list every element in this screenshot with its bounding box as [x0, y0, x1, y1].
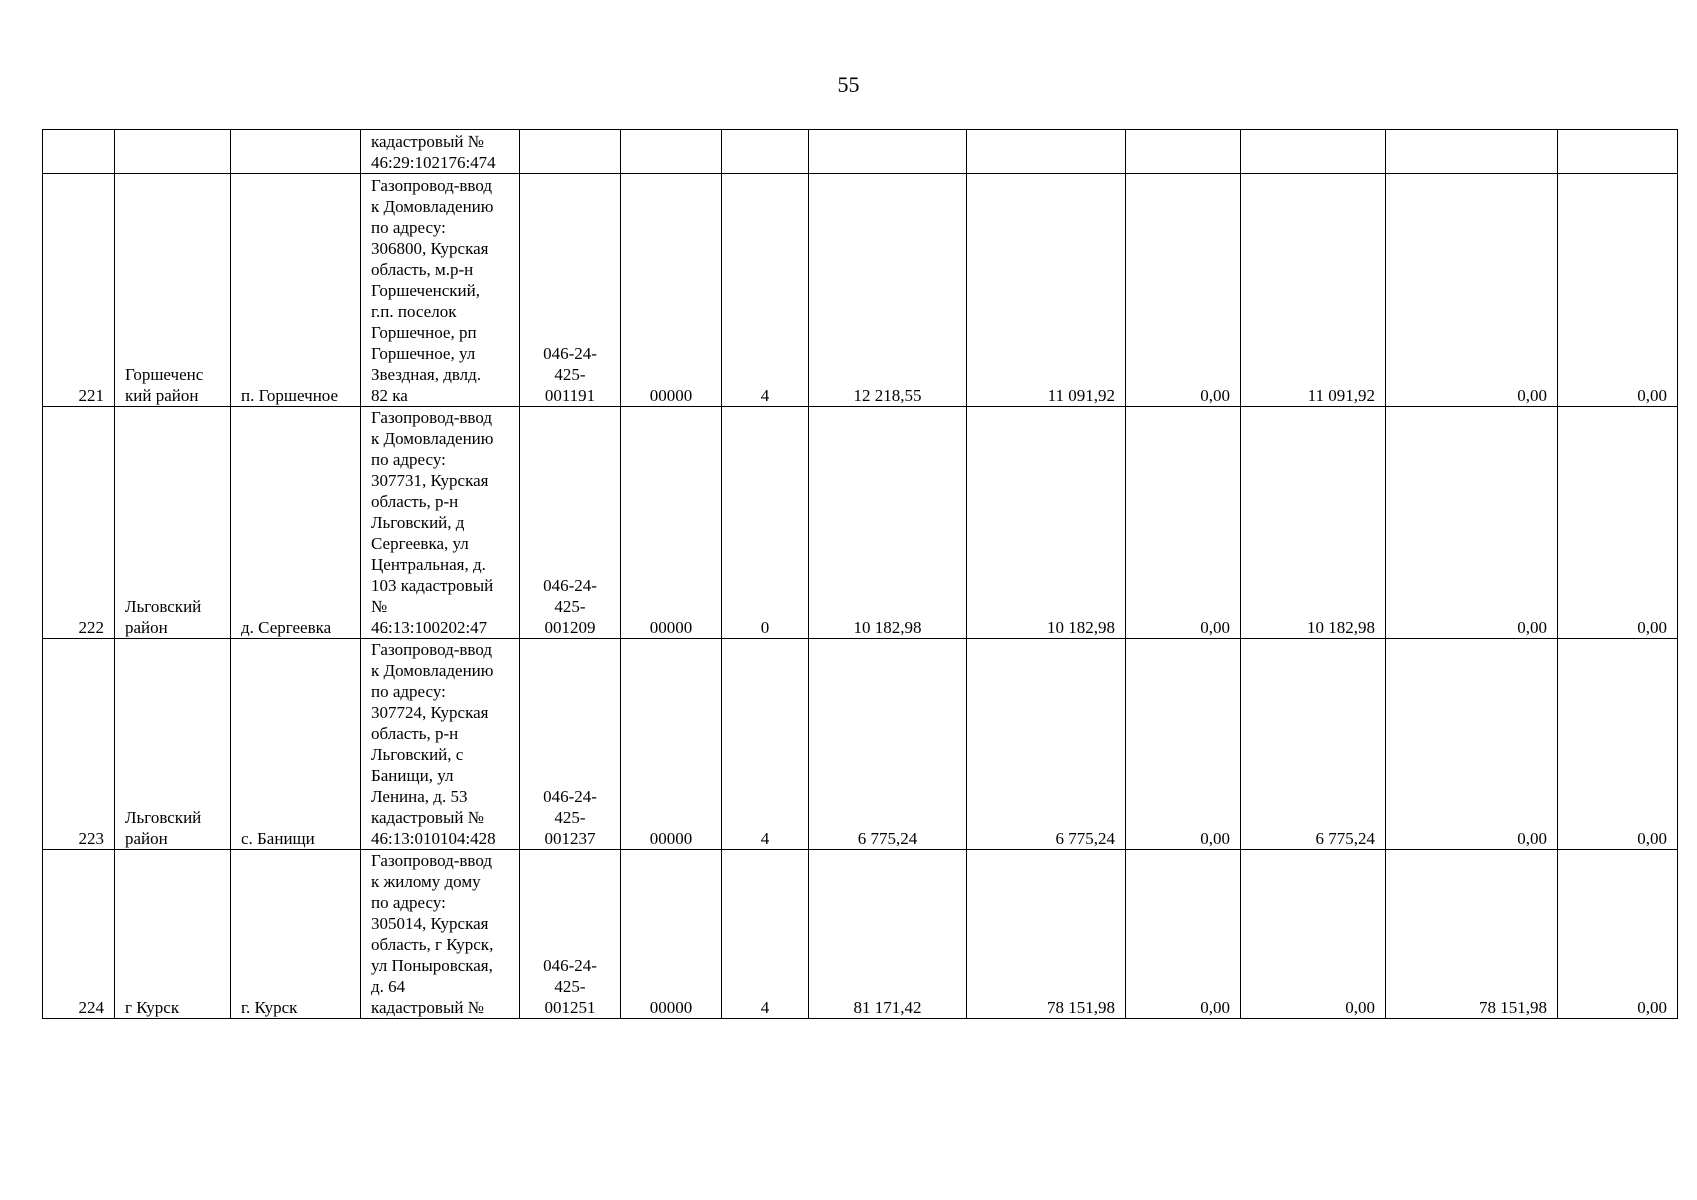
property-table [42, 129, 1678, 1019]
cell-description [361, 639, 520, 850]
description-line: Ленина, д. 53 [371, 787, 468, 806]
description-line: кадастровый № [371, 998, 484, 1017]
description-line: Сергеевка, ул [371, 534, 469, 553]
code-line: 425- [554, 808, 586, 827]
table-row [43, 639, 1678, 850]
cell-col7: 4 [722, 850, 809, 1019]
cell-col7: 4 [722, 639, 809, 850]
cell-col12: 0,00 [1386, 639, 1558, 850]
description-line: 306800, Курская [371, 239, 489, 258]
code-line: 425- [554, 977, 586, 996]
description-line: по адресу: [371, 893, 446, 912]
cell-col6 [621, 130, 722, 174]
description-line: по адресу: [371, 218, 446, 237]
code-line: 425- [554, 597, 586, 616]
cell-col12: 0,00 [1386, 407, 1558, 639]
cell-settlement: д. Сергеевка [231, 407, 361, 639]
cell-code [520, 639, 621, 850]
cell-col6: 00000 [621, 174, 722, 407]
cell-settlement: с. Банищи [231, 639, 361, 850]
code-line: 046-24- [543, 956, 597, 975]
description-line: Льговский, с [371, 745, 464, 764]
cell-code [520, 407, 621, 639]
cell-col10: 0,00 [1126, 174, 1241, 407]
table-row [43, 174, 1678, 407]
cell-col11: 11 091,92 [1241, 174, 1386, 407]
description-line: к жилому дому [371, 872, 481, 891]
cell-col6: 00000 [621, 407, 722, 639]
cell-col9: 10 182,98 [967, 407, 1126, 639]
description-line: Горшечное, рп [371, 323, 477, 342]
description-line: Центральная, д. [371, 555, 486, 574]
description-line: Газопровод-ввод [371, 176, 492, 195]
cell-col8: 12 218,55 [809, 174, 967, 407]
cell-description [361, 130, 520, 174]
description-line: Газопровод-ввод [371, 640, 492, 659]
description-line: № [371, 597, 388, 616]
cell-col11: 6 775,24 [1241, 639, 1386, 850]
description-line: 46:29:102176:474 [371, 153, 496, 172]
description-line: по адресу: [371, 682, 446, 701]
description-line: 307731, Курская [371, 471, 489, 490]
cell-code [520, 130, 621, 174]
cell-col8: 81 171,42 [809, 850, 967, 1019]
description-line: к Домовладению [371, 197, 494, 216]
table-row [43, 407, 1678, 639]
table-row [43, 850, 1678, 1019]
code-line: 425- [554, 365, 586, 384]
district-line: кий район [125, 386, 199, 405]
cell-col13: 0,00 [1558, 850, 1678, 1019]
cell-col11 [1241, 130, 1386, 174]
cell-num: 221 [43, 174, 115, 407]
cell-district [115, 174, 231, 407]
description-line: по адресу: [371, 450, 446, 469]
cell-num: 223 [43, 639, 115, 850]
description-line: кадастровый № [371, 808, 484, 827]
cell-col9: 11 091,92 [967, 174, 1126, 407]
cell-col12: 78 151,98 [1386, 850, 1558, 1019]
cell-code [520, 174, 621, 407]
cell-col9 [967, 130, 1126, 174]
description-line: д. 64 [371, 977, 406, 996]
code-line: 001191 [544, 386, 596, 405]
cell-col13: 0,00 [1558, 639, 1678, 850]
cell-col8 [809, 130, 967, 174]
cell-num: 222 [43, 407, 115, 639]
cell-settlement: п. Горшечное [231, 174, 361, 407]
cell-col11: 0,00 [1241, 850, 1386, 1019]
cell-settlement [231, 130, 361, 174]
cell-code [520, 850, 621, 1019]
description-line: область, р-н [371, 724, 459, 743]
cell-col11: 10 182,98 [1241, 407, 1386, 639]
cell-description [361, 850, 520, 1019]
cell-num [43, 130, 115, 174]
district-line: Льговский [125, 597, 202, 616]
cell-col13: 0,00 [1558, 407, 1678, 639]
description-line: область, р-н [371, 492, 459, 511]
cell-district [115, 850, 231, 1019]
cell-col9: 78 151,98 [967, 850, 1126, 1019]
table-row-continuation [43, 130, 1678, 174]
cell-col6: 00000 [621, 639, 722, 850]
description-line: 46:13:010104:428 [371, 829, 496, 848]
cell-col8: 6 775,24 [809, 639, 967, 850]
description-line: Горшечное, ул [371, 344, 476, 363]
description-line: к Домовладению [371, 661, 494, 680]
cell-description [361, 174, 520, 407]
code-line: 001209 [544, 618, 596, 637]
description-line: область, г Курск, [371, 935, 494, 954]
cell-col12 [1386, 130, 1558, 174]
description-line: 307724, Курская [371, 703, 489, 722]
description-line: кадастровый № [371, 132, 484, 151]
description-line: 82 ка [371, 386, 408, 405]
description-line: ул Поныровская, [371, 956, 493, 975]
cell-district [115, 639, 231, 850]
page-number: 55 [837, 72, 860, 97]
description-line: Газопровод-ввод [371, 851, 492, 870]
description-line: Льговский, д [371, 513, 465, 532]
district-line: Горшеченс [125, 365, 204, 384]
description-line: Газопровод-ввод [371, 408, 492, 427]
description-line: г.п. поселок [371, 302, 457, 321]
cell-col12: 0,00 [1386, 174, 1558, 407]
cell-num: 224 [43, 850, 115, 1019]
description-line: Звездная, двлд. [371, 365, 482, 384]
code-line: 046-24- [543, 344, 597, 363]
code-line: 001237 [544, 829, 596, 848]
cell-col10 [1126, 130, 1241, 174]
description-line: Горшеченский, [371, 281, 480, 300]
cell-col7: 4 [722, 174, 809, 407]
district-line: район [125, 829, 168, 848]
cell-description [361, 407, 520, 639]
description-line: 46:13:100202:47 [371, 618, 488, 637]
district-line: район [125, 618, 168, 637]
district-line: Льговский [125, 808, 202, 827]
description-line: к Домовладению [371, 429, 494, 448]
cell-col10: 0,00 [1126, 639, 1241, 850]
cell-col10: 0,00 [1126, 850, 1241, 1019]
code-line: 001251 [544, 998, 596, 1017]
cell-col7: 0 [722, 407, 809, 639]
district-line: г Курск [125, 998, 180, 1017]
cell-district [115, 130, 231, 174]
cell-settlement: г. Курск [231, 850, 361, 1019]
cell-col10: 0,00 [1126, 407, 1241, 639]
code-line: 046-24- [543, 787, 597, 806]
description-line: область, м.р-н [371, 260, 474, 279]
cell-col6: 00000 [621, 850, 722, 1019]
cell-col8: 10 182,98 [809, 407, 967, 639]
cell-col9: 6 775,24 [967, 639, 1126, 850]
cell-col13: 0,00 [1558, 174, 1678, 407]
code-line: 046-24- [543, 576, 597, 595]
cell-col7 [722, 130, 809, 174]
description-line: 305014, Курская [371, 914, 489, 933]
description-line: 103 кадастровый [371, 576, 494, 595]
description-line: Банищи, ул [371, 766, 454, 785]
cell-district [115, 407, 231, 639]
cell-col13 [1558, 130, 1678, 174]
